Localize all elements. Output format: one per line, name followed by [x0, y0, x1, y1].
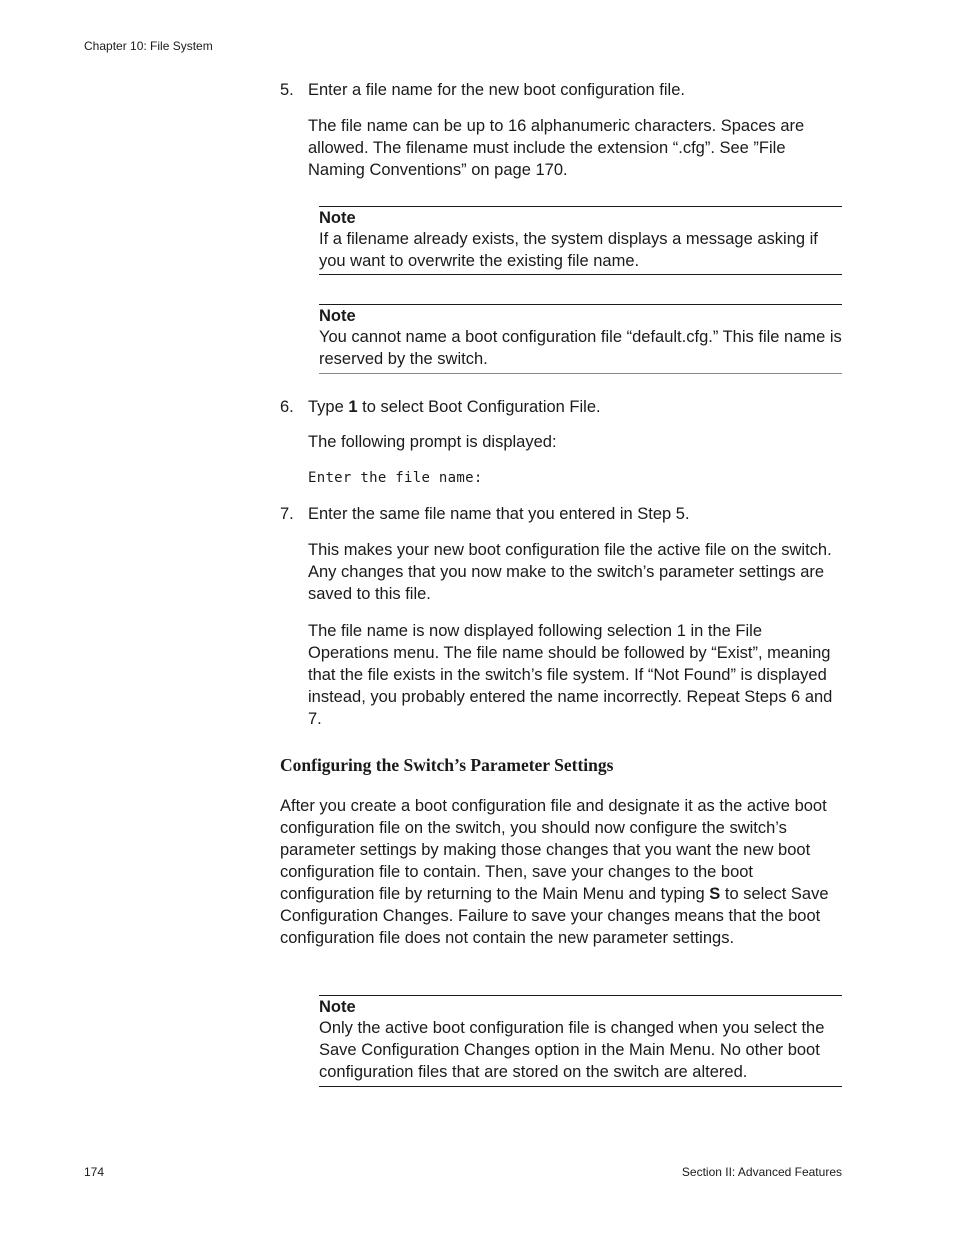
note-text: You cannot name a boot configuration file “default.cfg.” This file name is reserved by the switch. [319, 328, 842, 368]
step-5-number: 5. [280, 81, 294, 99]
note-box-default-cfg [319, 304, 842, 374]
step-5-text: Enter a file name for the new boot configuration file. [308, 81, 685, 99]
section-paragraph [280, 795, 842, 949]
note-title: Note [319, 209, 356, 227]
step-5-paragraph: The file name can be up to 16 alphanumeric characters. Spaces are allowed. The filename must include the extension “.cfg”. See ”File Naming Conventions” on page 170. [308, 117, 805, 179]
footer-section: Section II: Advanced Features [681, 1165, 842, 1179]
note-text: If a filename already exists, the system displays a message asking if you want to overwrite the existing file name. [319, 230, 818, 270]
step-6-text [308, 396, 848, 418]
step-7-number: 7. [280, 505, 294, 523]
step-7-paragraph-1: This makes your new boot configuration file the active file on the switch. Any changes that you now make to the switch’s parameter settings are saved to this file. [308, 541, 832, 603]
step-6-number: 6. [280, 398, 294, 416]
step-6-text-pre: Type [308, 398, 349, 416]
step-6-paragraph: The following prompt is displayed: [308, 433, 557, 451]
note-title: Note [319, 998, 356, 1016]
note-text: Only the active boot configuration file is changed when you select the Save Configuration Changes option in the Main Menu. No other boot configuration files that are stored on the switch are altered. [319, 1019, 825, 1081]
section-key: S [709, 885, 721, 903]
section-heading: Configuring the Switch’s Parameter Settings [280, 755, 614, 775]
step-6-key: 1 [348, 398, 358, 416]
page-number: 174 [84, 1165, 105, 1179]
note-box-active-file [319, 995, 842, 1087]
note-box-overwrite [319, 206, 842, 275]
step-7-paragraph-2: The file name is now displayed following selection 1 in the File Operations menu. The file name should be followed by “Exist”, meaning that the file exists in the switch’s file system. If “Not Found” is displayed instead, you probably entered the name incorrectly. Repeat Steps 6 and 7. [308, 622, 833, 728]
chapter-header: Chapter 10: File System [84, 39, 213, 53]
prompt-code: Enter the file name: [308, 470, 483, 486]
step-7-text: Enter the same file name that you entered in Step 5. [308, 505, 690, 523]
note-title: Note [319, 307, 356, 325]
section-paragraph-pre: After you create a boot configuration file and designate it as the active boot configuration file on the switch, you should now configure the switch’s parameter settings by making those changes that you want the new boot configuration file to contain. Then, save your changes to the boot configuration file by returning to the Main Menu and typing [280, 797, 827, 903]
step-6-text-post: to select Boot Configuration File. [357, 398, 601, 416]
section-paragraph-post: to select Save Configuration Changes. Failure to save your changes means that the boot configuration file does not contain the new parameter settings. [280, 885, 829, 947]
